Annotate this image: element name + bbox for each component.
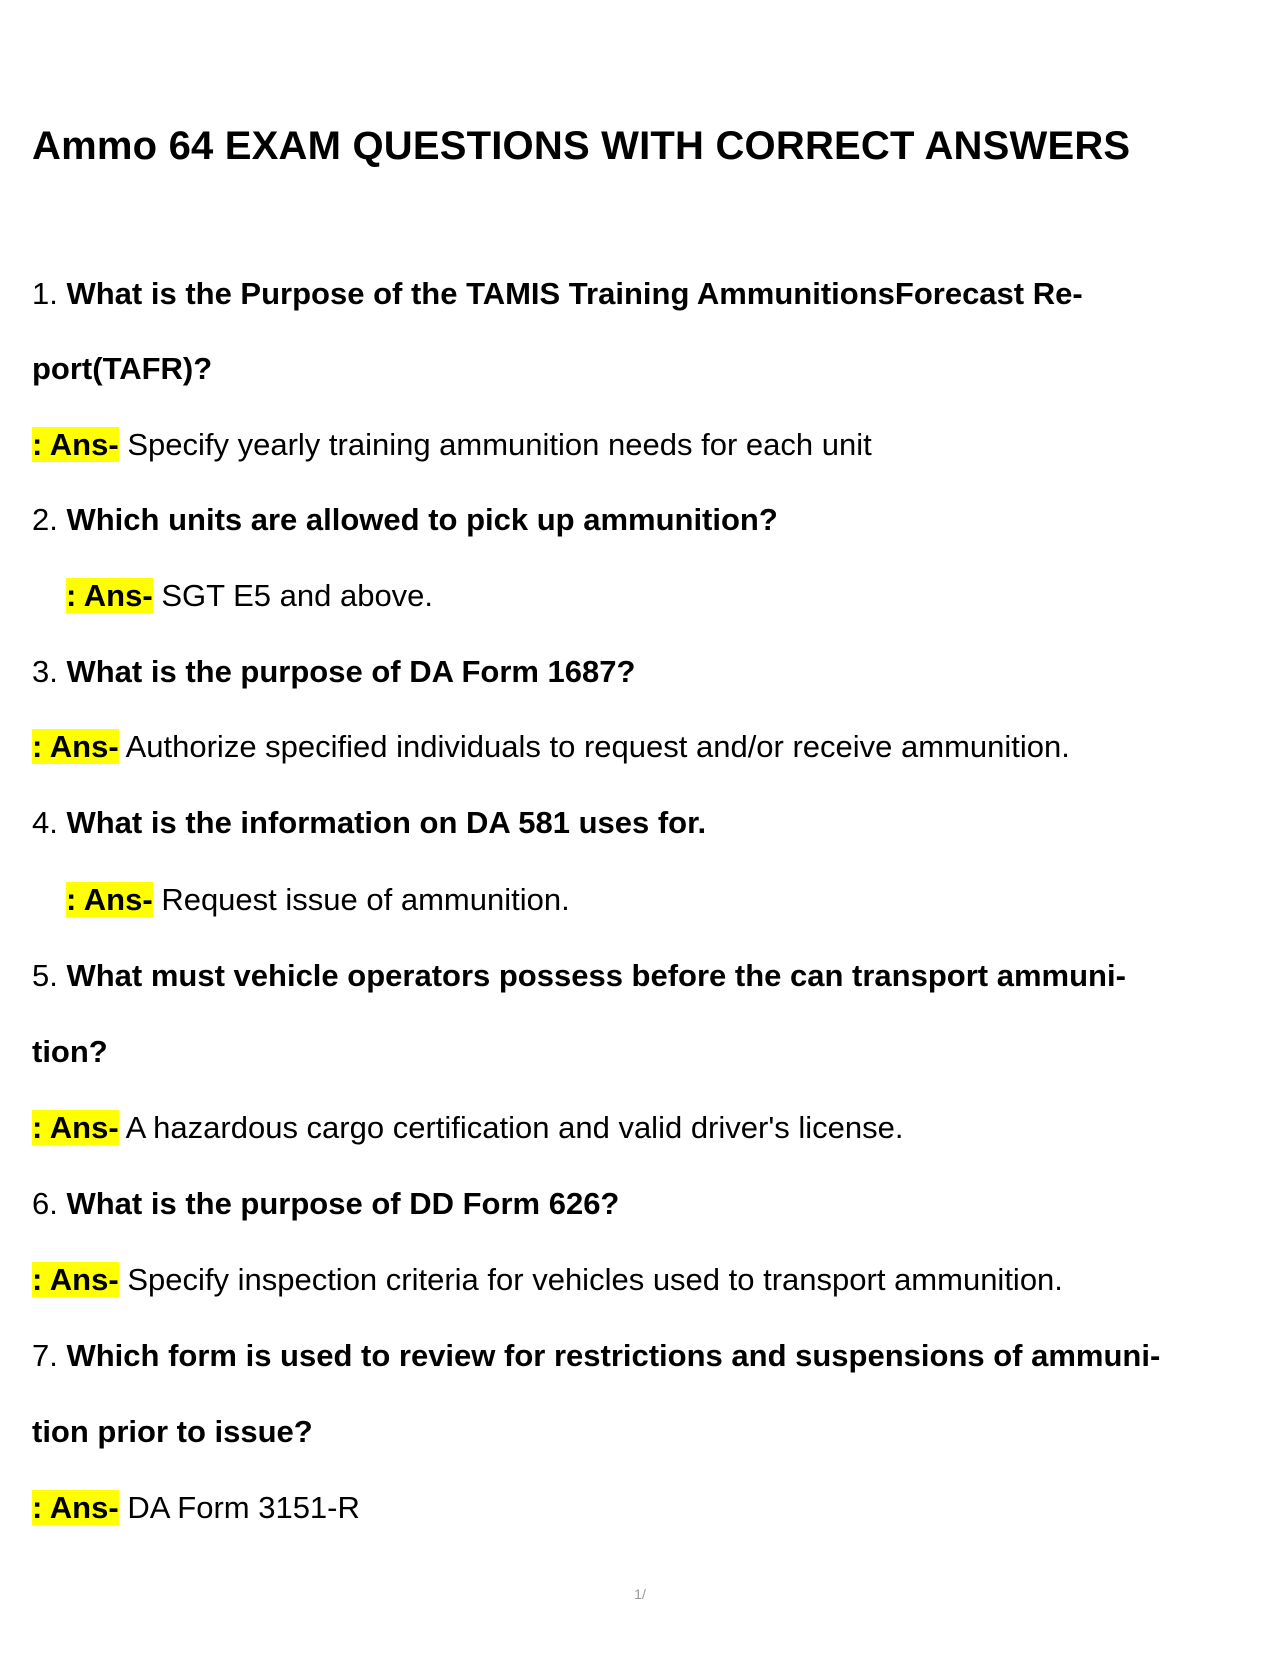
answer-text: A hazardous cargo certification and valid driver's license. [125, 1110, 904, 1145]
question-7 [32, 1336, 1160, 1376]
question-1-continuation [32, 349, 212, 389]
question-2 [32, 500, 778, 540]
question-6 [32, 1184, 619, 1224]
answer-label: : Ans- [32, 729, 119, 764]
answer-label: : Ans- [66, 882, 153, 917]
question-text: What is the purpose of DD Form 626? [66, 1186, 620, 1221]
question-number: 2. [32, 502, 58, 537]
question-number: 5. [32, 958, 58, 993]
answer-5 [32, 1108, 903, 1148]
question-3 [32, 652, 635, 692]
question-number: 3. [32, 654, 58, 689]
answer-text: SGT E5 and above. [161, 578, 434, 613]
question-text: Which units are allowed to pick up ammunition? [66, 502, 778, 537]
answer-6 [32, 1260, 1063, 1300]
answer-4 [66, 880, 570, 920]
question-text: tion prior to issue? [32, 1414, 313, 1449]
question-text: What must vehicle operators possess before the can transport ammuni- [66, 958, 1126, 993]
answer-7 [32, 1488, 360, 1528]
question-text: What is the Purpose of the TAMIS Training AmmunitionsForecast Re- [66, 276, 1083, 311]
answer-label: : Ans- [32, 1262, 119, 1297]
question-number: 1. [32, 276, 58, 311]
answer-text: Specify yearly training ammunition needs for each unit [127, 427, 872, 462]
answer-label: : Ans- [32, 1490, 119, 1525]
answer-label: : Ans- [32, 1110, 119, 1145]
question-text: tion? [32, 1034, 108, 1069]
answer-text: DA Form 3151-R [127, 1490, 360, 1525]
question-4 [32, 803, 706, 843]
question-text: port(TAFR)? [32, 351, 213, 386]
question-number: 6. [32, 1186, 58, 1221]
answer-3 [32, 727, 1070, 767]
document-title: Ammo 64 EXAM QUESTIONS WITH CORRECT ANSWERS [32, 124, 1131, 168]
page-number: 1/ [634, 1586, 646, 1602]
answer-text: Authorize specified individuals to request and/or receive ammunition. [125, 729, 1070, 764]
question-number: 4. [32, 805, 58, 840]
question-1 [32, 274, 1083, 314]
question-text: What is the purpose of DA Form 1687? [66, 654, 636, 689]
answer-2 [66, 576, 433, 616]
answer-label: : Ans- [32, 427, 119, 462]
question-7-continuation [32, 1412, 313, 1452]
question-number: 7. [32, 1338, 58, 1373]
question-text: Which form is used to review for restrictions and suspensions of ammuni- [66, 1338, 1161, 1373]
answer-1 [32, 425, 872, 465]
answer-text: Request issue of ammunition. [161, 882, 570, 917]
answer-text: Specify inspection criteria for vehicles used to transport ammunition. [127, 1262, 1063, 1297]
question-5 [32, 956, 1126, 996]
question-5-continuation [32, 1032, 108, 1072]
answer-label: : Ans- [66, 578, 153, 613]
question-text: What is the information on DA 581 uses for. [66, 805, 707, 840]
